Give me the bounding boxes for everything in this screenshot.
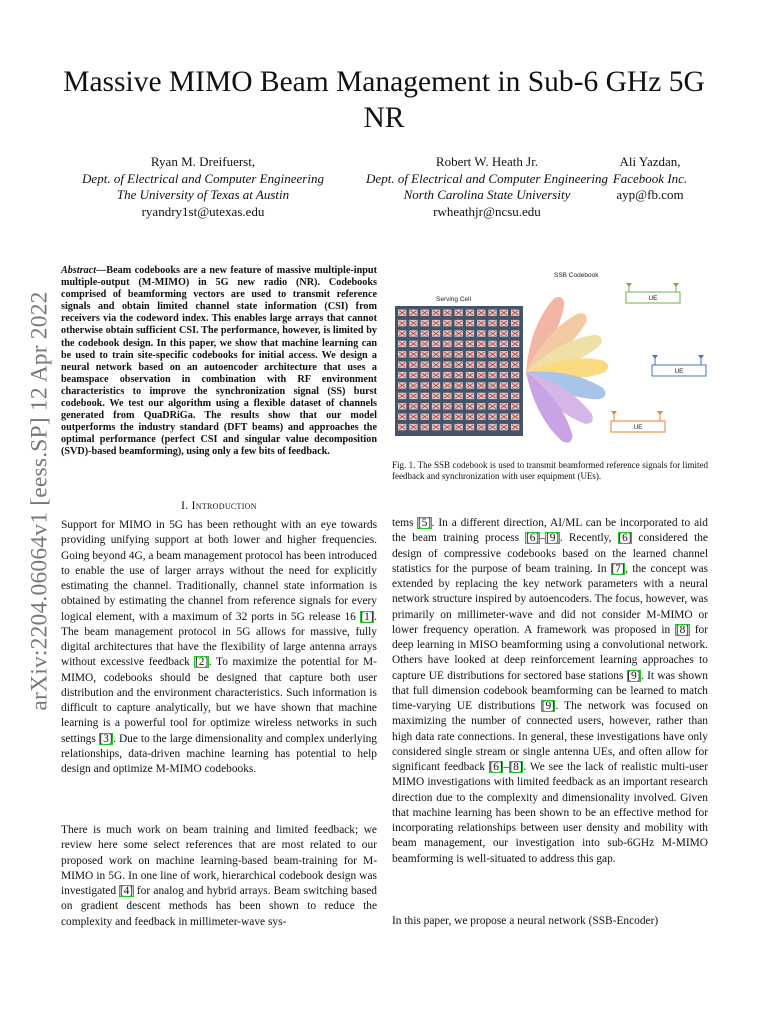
arxiv-identifier-text: arXiv:2204.06064v1 [eess.SP] 12 Apr 2022 [26, 291, 53, 711]
intro-paragraph-3 [392, 516, 708, 867]
citation-link[interactable]: [9] [545, 532, 560, 545]
intro-paragraph-1 [61, 518, 377, 777]
body-text-run: considered the design of compressive codebooks based on the learned channel statistics for the purpose of beam training. In [392, 532, 708, 575]
figure-ssb-codebook [392, 268, 710, 448]
body-text-run: , the concept was extended by replacing the key network parameters with a neural network structure inspired by autoencoders. The focus, however, was primarily on millimeter-wave and did not consider M-MIMO or lower frequency operation. A framework was proposed in [392, 562, 708, 636]
body-text-run: for deep learning in MISO beamforming using a convolutional network. Others have looked at deep reinforcement learning approaches to capture UE distributions for sectored base stations [392, 623, 708, 682]
abstract [61, 265, 377, 459]
ue-device-2 [652, 355, 706, 376]
ue-antenna-head [673, 283, 679, 287]
author-block-2 [342, 154, 632, 220]
citation-link[interactable]: [6] [525, 532, 540, 545]
citation-link[interactable]: [1] [360, 610, 374, 623]
section-heading: I. Introduction [181, 500, 257, 512]
citation-link[interactable]: [5] [417, 517, 432, 529]
author-affiliation: Dept. of Electrical and Computer Engineering [82, 170, 324, 186]
body-text-run: – [539, 532, 546, 545]
citation-link[interactable]: [8] [675, 623, 690, 636]
author-email[interactable]: ayp@fb.com [616, 187, 684, 202]
author-name: Robert W. Heath Jr. [435, 154, 539, 169]
ue-label: UE [633, 424, 643, 431]
citation-link[interactable]: [4] [119, 885, 134, 897]
body-text-run: In this paper, we propose a neural network (SSB-Encoder) [392, 915, 659, 927]
author-affiliation: Facebook Inc. [612, 170, 688, 186]
intro-paragraph-4 [392, 914, 708, 929]
ue-antenna-head [657, 411, 663, 415]
body-text-run: for analog and hybrid arrays. Beam switching based on gradient descent methods has been shown to reduce the complexity and feedback in millimeter-wave sys- [61, 885, 377, 928]
author-affiliation: North Carolina State University [403, 187, 571, 202]
serving-cell-label: Serving Cell [436, 296, 472, 303]
ue-antenna-head [611, 411, 617, 415]
author-block-3 [600, 154, 700, 204]
abstract-label: Abstract [61, 265, 97, 276]
body-text-run: Support for MIMO in 5G has been rethought with an eye towards providing unifying support at both lower and higher frequencies. Going beyond 4G, a beam management protocol has been introduced to enable the use of larger arrays without the need for explicitly estimating the channel. Traditionally, channel state information is obtained by estimating the channel from reference signals for every logical element, with a maximum of 32 ports in 5G release 16 [61, 519, 377, 623]
ue-device-1 [626, 283, 680, 303]
author-name: Ryan M. Dreifuerst, [150, 154, 256, 169]
author-block-1 [70, 154, 336, 220]
ue-device-3 [611, 411, 665, 432]
author-affiliation: Dept. of Electrical and Computer Engineering [366, 170, 608, 186]
author-email[interactable]: ryandry1st@utexas.edu [141, 203, 265, 219]
body-text-run: – [503, 761, 510, 773]
author-name: Ali Yazdan, [619, 154, 681, 169]
body-text-run: . The network was focused on maximizing the number of connected users, however, rather than high data rate connections. In general, these investigations have only considered single stream or single antenna UEs, and often allow for significant feedback [392, 700, 708, 773]
citation-link[interactable]: [9] [541, 700, 555, 712]
author-email[interactable]: rwheathjr@ncsu.edu [433, 203, 541, 219]
body-text-run: tems [392, 517, 418, 529]
ssb-codebook-label: SSB Codebook [554, 272, 599, 279]
body-text-run: . We see the lack of realistic multi-user MIMO investigations with limited feedback as an important research direction due to the complexity and dimensionality involved. Given that machine learning has been shown to be an effective method for incorporating relationships between user density and mobility with beam management, our investigation into sub-6GHz M-MIMO beamforming is well-situated to address this gap. [392, 761, 708, 865]
citation-link[interactable]: [6] [618, 532, 632, 545]
arxiv-identifier [20, 266, 60, 736]
abstract-text: —Beam codebooks are a new feature of massive multiple-input multiple-output (M-MIMO) in 5G new radio (NR). Codebooks comprised of beamforming vectors are used to transmit reference signals and obtain limited channel state information (CSI) from receivers via the codeword index. This enables large arrays that cannot otherwise obtain sufficient CSI. The performance, however, is limited by the codebook design. In this paper, we show that machine learning can be used to train site-specific codebooks for initial access. We design a neural network based on an autoencoder architecture that uses a beamspace observation in combination with RF environment characteristics to improve the synchronization signal (SS) burst codebook. We test our algorithm using a flexible dataset of channels generated from QuaDRiGa. The results show that our model outperforms the industry standard (DFT beams) and approaches the optimal performance (perfect CSI and singular value decomposition (SVD)-based beamforming), using only a few bits of feedback. [61, 265, 377, 458]
intro-paragraph-2 [61, 823, 377, 930]
body-text-run: . It was shown that full dimension codebook beamforming can be learned to match time-varying UE distributions [392, 669, 708, 712]
figure-caption: Fig. 1. The SSB codebook is used to transmit beamformed reference signals for limited feedback and synchronization with user equipment (UEs). [392, 460, 708, 481]
ssb-beams [526, 297, 608, 443]
body-text-run: . In a different direction, AI/ML can be incorporated to aid the beam training process [392, 517, 708, 545]
author-affiliation: The University of Texas at Austin [116, 187, 290, 202]
body-text-run: . Recently, [559, 532, 618, 545]
ue-antenna-head [626, 283, 632, 287]
citation-link[interactable]: [6] [489, 761, 503, 773]
citation-link[interactable]: [2] [194, 656, 209, 669]
ue-label: UE [674, 368, 684, 375]
body-text-run: . Due to the large dimensionality and complex underlying relationships, data-driven machine learning has potential to help design and optimize M-MIMO codebooks. [61, 732, 377, 775]
body-text-run: There is much work on beam training and limited feedback; we review here some select references that are most related to our proposed work on machine learning-based beam-training for M-MIMO in 5G. In one line of work, hierarchical codebook design was investigated [61, 824, 377, 897]
citation-link[interactable]: [7] [611, 562, 625, 575]
ue-label: UE [648, 295, 658, 302]
paper-title: Massive MIMO Beam Management in Sub-6 GHz 5G NR [63, 66, 705, 134]
citation-link[interactable]: [3] [99, 732, 113, 745]
ue-antenna-head [652, 355, 658, 359]
citation-link[interactable]: [9] [627, 669, 641, 682]
ue-antenna-head [698, 355, 704, 359]
citation-link[interactable]: [8] [509, 761, 523, 773]
body-text-run: . The beam management protocol in 5G allows for massive, fully digital architectures that have the flexibility of large antenna arrays without excessive feedback [61, 610, 377, 669]
body-text-run: . To maximize the potential for M-MIMO, codebooks should be designed that capture both user distribution and the environment characteristics. Such information is difficult to capture analytically, but we have shown that machine learning is a powerful tool for optimize wireless networks in such settings [61, 656, 377, 745]
